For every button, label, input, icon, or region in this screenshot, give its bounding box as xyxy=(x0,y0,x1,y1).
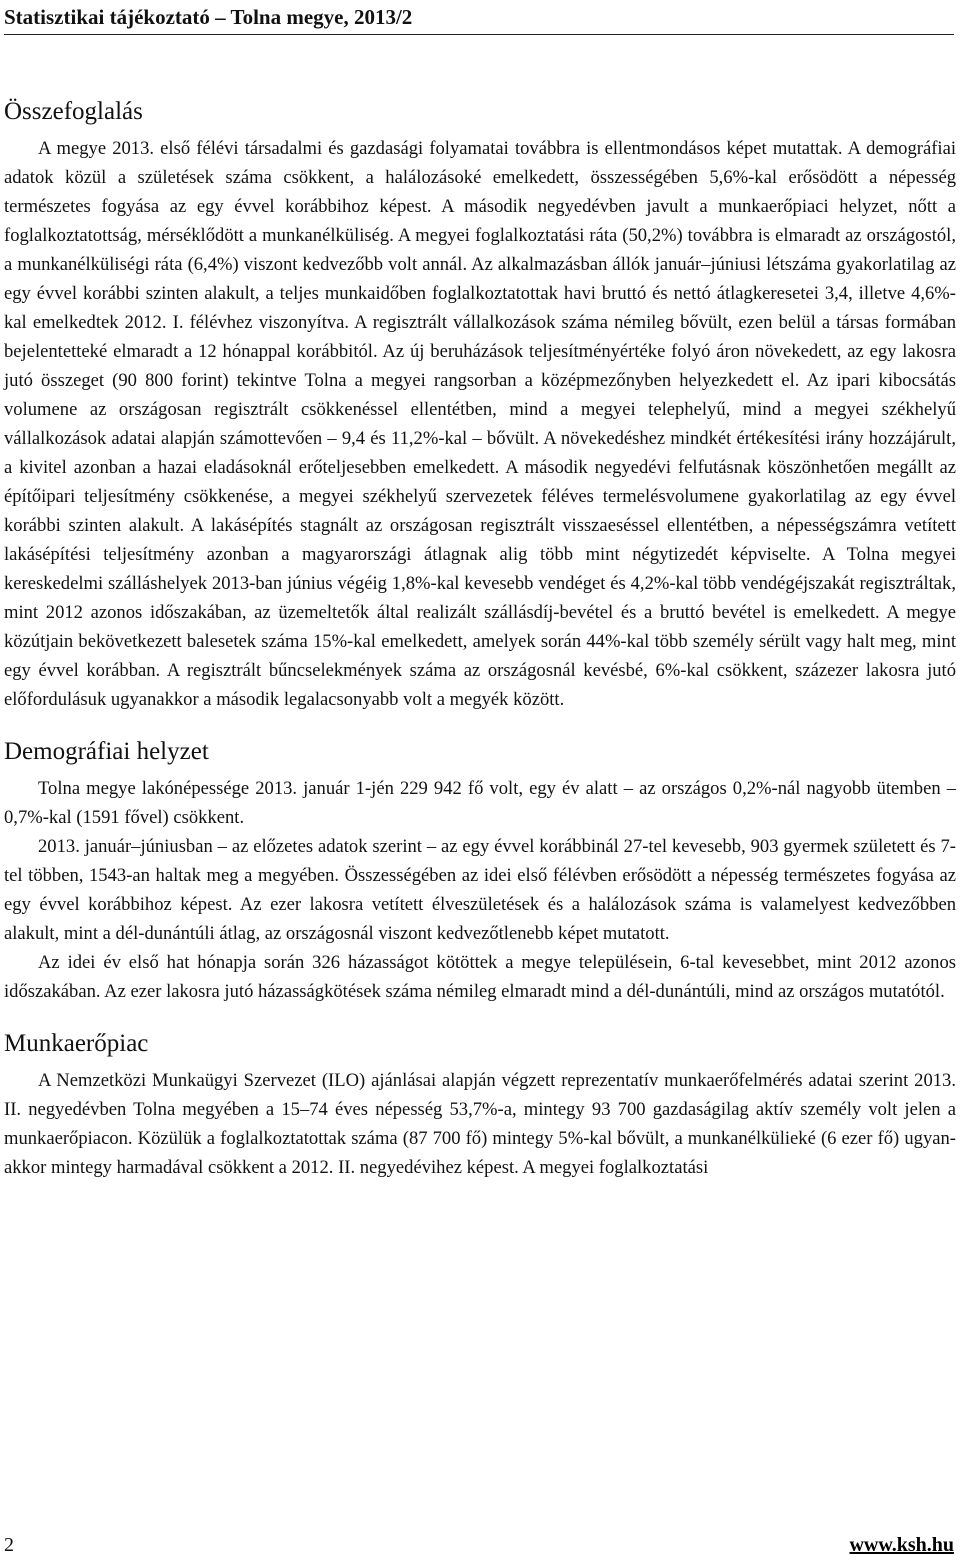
page-footer xyxy=(4,1532,954,1560)
summary-paragraph: A megye 2013. első félévi társadalmi és gazdasági folyamatai továbbra is ellentmondásos képet mutattak. A demográfiai adatok közül a születések száma csökkent, a halálozásoké emelkedett, összességében 5,6%-kal erősödött a népesség természetes fogyása az egy évvel korábbihoz képest. A második negyedévben javult a munkaerőpiaci helyzet, nőtt a foglalkoztatottság, mérséklődött a munkanélküliség. A megyei foglalkoztatási ráta (50,2%) továbbra is elmaradt az országostól, a munkanélküliségi ráta (6,4%) viszont kedvezőbb volt annál. Az alkalmazásban állók január–júniusi létszáma gyakorlatilag az egy évvel korábbi szinten alakult, a teljes munkaidőben foglalkoztatottak havi bruttó és nettó átlagkeresetei 3,4, illetve 4,6%-kal emelkedtek 2012. I. félévhez viszonyítva. A regisztrált vállalkozások száma némileg bővült, ezen belül a társas formában bejelentetteké elmaradt a 12 hónappal korábbitól. Az új beruházások teljesítményértéke folyó áron növekedett, az egy lakosra jutó összeget (90 800 forint) tekintve Tolna a megyei rangsorban a középmezőnyben helyezkedett el. Az ipari kibocsátás volumene az országosan regisztrált csökkenéssel ellentétben, mind a megyei telephelyű, mind a megyei székhelyű vállalkozások adatai alapján számottevően – 9,4 és 11,2%-kal – bővült. A növekedéshez mindkét értékesítési irány hozzájárult, a kivitel azonban a hazai eladásoknál erőteljesebben emelkedett. A második negyedévi felfutásnak köszönhetően megállt az építőipari teljesítmény csökkenése, a megyei székhelyű szervezetek féléves termelésvolumene gyakorlatilag az egy évvel korábbi szinten alakult. A lakásépítés stagnált az országosan regisztrált visszaeséssel ellentétben, a népességszámra vetített lakásépítési teljesítmény azonban a magyarországi átlagnak alig több mint négytizedét képviselte. A Tolna megyei kereskedelmi szálláshelyek 2013-ban június végéig 1,8%-kal kevesebb vendéget és 4,2%-kal több vendégéjszakát regisztráltak, mint 2012 azonos időszakában, az üzemeltetők által realizált szállásdíj-bevétel és a bruttó bevétel is emelkedett. A megye közútjain bekövetkezett balesetek száma 15%-kal emelkedett, amelyek során 44%-kal több személy sérült vagy halt meg, mint egy évvel korábban. A regisztrált bűncselekmények száma az országosnál kevésbé, 6%-kal csökkent, százezer lakosra jutó előfordulásuk ugyanakkor a második legalacsonyabb volt a megyék között. xyxy=(4,138,956,710)
demography-paragraph-1: Tolna megye lakónépessége 2013. január 1-jén 229 942 fő volt, egy év alatt – az országos 0,2%-nál nagyobb ütemben – 0,7%-kal (1591 fővel) csökkent. xyxy=(4,778,956,828)
running-header: Statisztikai tájékoztató – Tolna megye, 2013/2 xyxy=(4,4,954,35)
demography-paragraph-3: Az idei év első hat hónapja során 326 házasságot kötöttek a megye településein, 6-tal kevesebbet, mint 2012 azonos időszakában. Az ezer lakosra jutó házasságkötések száma némileg elmaradt mind a dél-dunántúli, mind az országos mutatótól. xyxy=(4,952,956,1002)
page-number: 2 xyxy=(4,1534,14,1556)
demography-paragraph-2: 2013. január–júniusban – az előzetes adatok szerint – az egy évvel korábbinál 27-tel kevesebb, 903 gyermek született és 7-tel többen, 1543-an haltak meg a megyében. Összességében az idei első félévben erősödött a népesség természetes fogyása az egy évvel korábbihoz képest. Az ezer lakosra vetített élveszületések és a halálozások száma is valamelyest kedvezőbben alakult, mint a dél-dunántúli átlag, az országosnál viszont kedvezőtlenebb képet mutatott. xyxy=(4,836,956,944)
labour-market-paragraph: A Nemzetközi Munkaügyi Szervezet (ILO) ajánlásai alapján végzett reprezentatív munkaerőfelmérés adatai szerint 2013. II. negyedévben Tolna megyében a 15–74 éves népesség 53,7%-a, mintegy 93 700 gazdaságilag aktív személy volt jelen a munkaerőpiacon. Közülük a foglalkoztatottak száma (87 700 fő) mintegy 5%-kal bővült, a munkanélkülieké (6 ezer fő) ugyanakkor mintegy harmadával csökkent a 2012. II. negyedévihez képest. A megyei foglalkoztatási xyxy=(4,1070,956,1178)
section-title-summary: Összefoglalás xyxy=(4,98,143,125)
document-body xyxy=(4,96,956,1182)
section-title-labour-market: Munkaerőpiac xyxy=(4,1030,149,1057)
section-title-demography: Demográfiai helyzet xyxy=(4,738,209,765)
ksh-website-link[interactable]: www.ksh.hu xyxy=(849,1534,954,1556)
